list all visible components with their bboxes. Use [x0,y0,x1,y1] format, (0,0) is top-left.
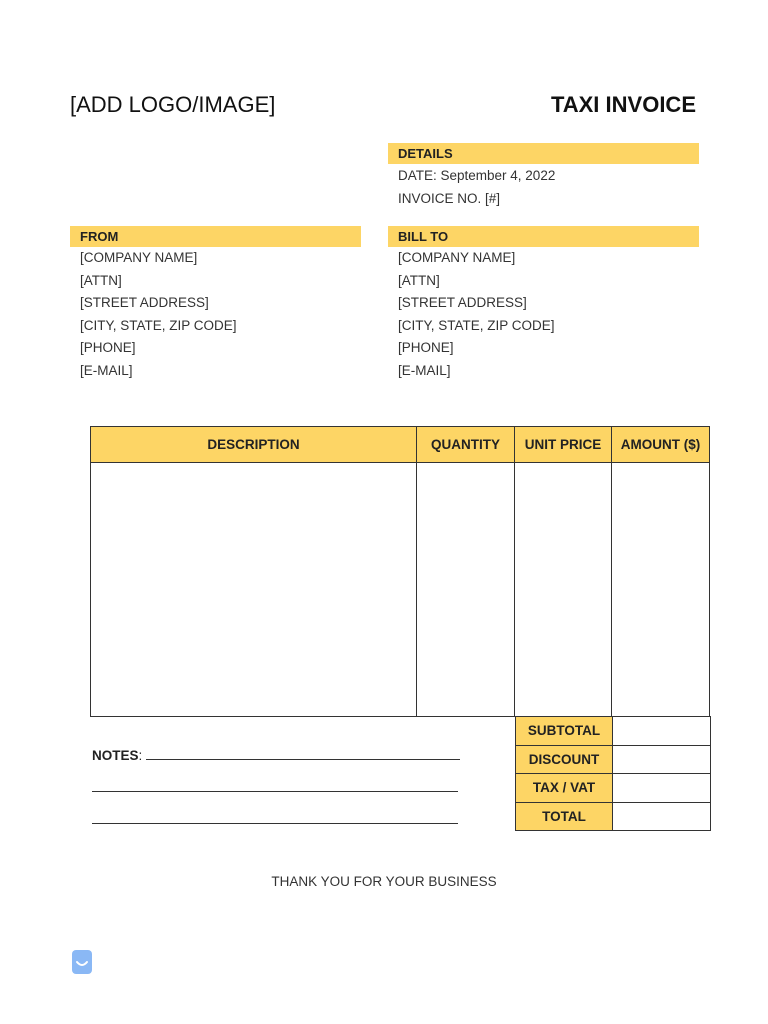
bill-to-city-state-zip: [CITY, STATE, ZIP CODE] [398,317,555,333]
bill-to-email: [E-MAIL] [398,362,451,378]
unit-price-cell[interactable] [515,463,612,717]
details-heading: DETAILS [388,143,699,164]
description-cell[interactable] [91,463,417,717]
logo-placeholder: [ADD LOGO/IMAGE] [70,92,276,117]
table-header-row [91,427,710,463]
subtotal-row [516,717,711,746]
details-section [388,143,699,210]
totals-table [515,716,711,831]
invoice-number: INVOICE NO. [#] [398,190,501,206]
from-city-state-zip: [CITY, STATE, ZIP CODE] [80,317,237,333]
bill-to-heading: BILL TO [388,226,699,247]
table-row [91,463,710,717]
notes-line-3[interactable] [92,809,458,824]
bill-to-phone: [PHONE] [398,340,454,355]
bill-to-section [388,226,699,382]
total-row [516,802,711,831]
col-description: DESCRIPTION [91,427,417,463]
thank-you-message: THANK YOU FOR YOUR BUSINESS [271,874,497,889]
tax-row [516,774,711,803]
from-company-name: [COMPANY NAME] [80,250,198,265]
subtotal-label: SUBTOTAL [516,717,613,746]
bill-to-attn: [ATTN] [398,272,440,288]
total-label: TOTAL [516,802,613,831]
badge-smile-icon [72,950,92,974]
notes-line-2[interactable] [92,777,458,792]
from-email: [E-MAIL] [80,362,133,378]
col-unit-price: UNIT PRICE [515,427,612,463]
invoice-title: TAXI INVOICE [550,92,696,117]
discount-value[interactable] [613,745,711,774]
from-heading: FROM [70,226,361,247]
bill-to-street-address: [STREET ADDRESS] [398,295,527,310]
from-phone: [PHONE] [80,340,136,355]
quantity-cell[interactable] [417,463,515,717]
total-value[interactable] [613,802,711,831]
from-attn: [ATTN] [80,272,122,288]
notes-label: NOTES [92,748,139,763]
notes-section [92,745,460,827]
notes-separator: : [138,748,143,763]
from-street-address: [STREET ADDRESS] [80,295,209,310]
tax-label: TAX / VAT [516,774,613,803]
invoice-date: DATE: September 4, 2022 [398,168,556,183]
col-amount: AMOUNT ($) [612,427,710,463]
discount-label: DISCOUNT [516,745,613,774]
tax-value[interactable] [613,774,711,803]
line-items-table [90,426,710,717]
document-badge-icon [72,950,92,974]
notes-line-1[interactable] [146,745,460,760]
discount-row [516,745,711,774]
subtotal-value[interactable] [613,717,711,746]
amount-cell[interactable] [612,463,710,717]
from-section [70,226,361,382]
bill-to-company-name: [COMPANY NAME] [398,250,516,265]
col-quantity: QUANTITY [417,427,515,463]
